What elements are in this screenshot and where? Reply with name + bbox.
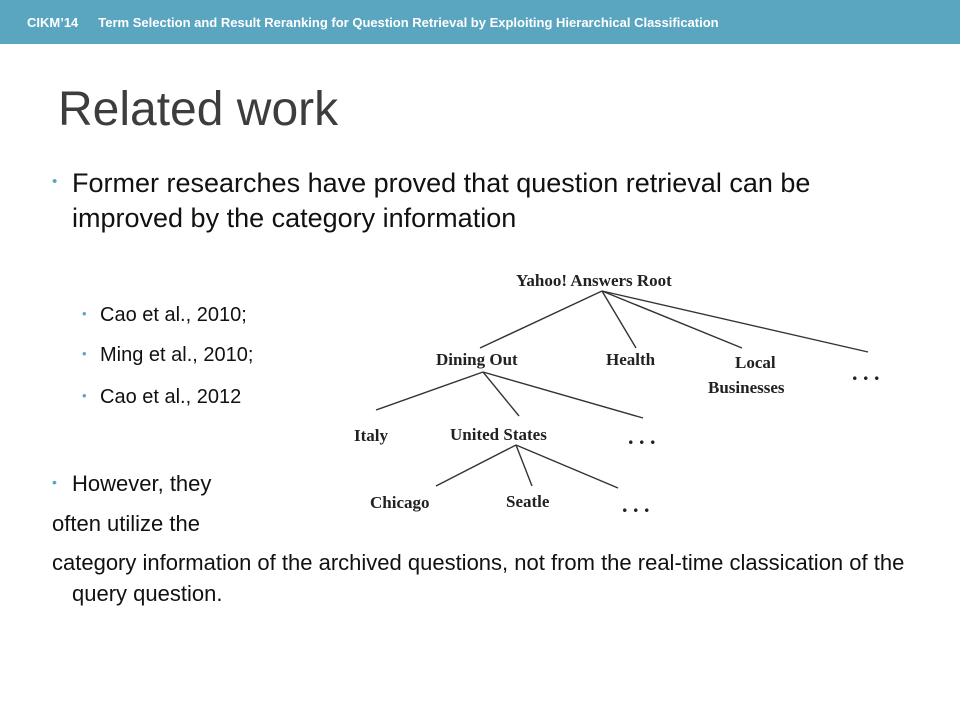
however-text: However, they bbox=[72, 471, 212, 496]
bullet-main-text: Former researches have proved that question retrieval can be improved by the category information bbox=[72, 168, 811, 233]
category-tree-diagram bbox=[340, 258, 940, 528]
bullet-dot-icon: • bbox=[82, 306, 87, 321]
tree-node-italy: Italy bbox=[354, 426, 388, 445]
tree-edges bbox=[376, 291, 868, 488]
citation-text: Cao et al., 2010; bbox=[100, 304, 247, 326]
bullet-dot-icon: • bbox=[52, 173, 58, 190]
tree-node-businesses: Businesses bbox=[708, 378, 785, 397]
tree-node-seatle: Seatle bbox=[506, 492, 550, 511]
tree-root-label: Yahoo! Answers Root bbox=[516, 271, 672, 290]
header-bar bbox=[0, 0, 960, 44]
category-line: category information of the archived questions, not from the real-time classication of the query question. bbox=[52, 550, 905, 606]
bullet-dot-icon: • bbox=[52, 474, 57, 490]
bullet-dot-icon: • bbox=[82, 388, 87, 403]
tree-node-united-states: United States bbox=[450, 425, 547, 444]
paper-title: Term Selection and Result Reranking for Question Retrieval by Exploiting Hierarchical Classification bbox=[98, 14, 719, 30]
slide-title: Related work bbox=[58, 83, 339, 136]
often-line: often utilize the bbox=[52, 511, 200, 536]
tree-node-dining-out: Dining Out bbox=[436, 350, 518, 369]
conference-label: CIKM’14 bbox=[27, 14, 79, 30]
tree-node-local: Local bbox=[735, 353, 776, 372]
tree-ellipsis: . . . bbox=[628, 424, 656, 449]
tree-ellipsis: . . . bbox=[622, 492, 650, 517]
tree-node-chicago: Chicago bbox=[370, 493, 430, 512]
bullet-dot-icon: • bbox=[82, 346, 87, 361]
tree-ellipsis: . . . bbox=[852, 360, 880, 385]
citation-text: Ming et al., 2010; bbox=[100, 344, 254, 366]
citation-text: Cao et al., 2012 bbox=[100, 386, 242, 408]
tree-node-health: Health bbox=[606, 350, 656, 369]
